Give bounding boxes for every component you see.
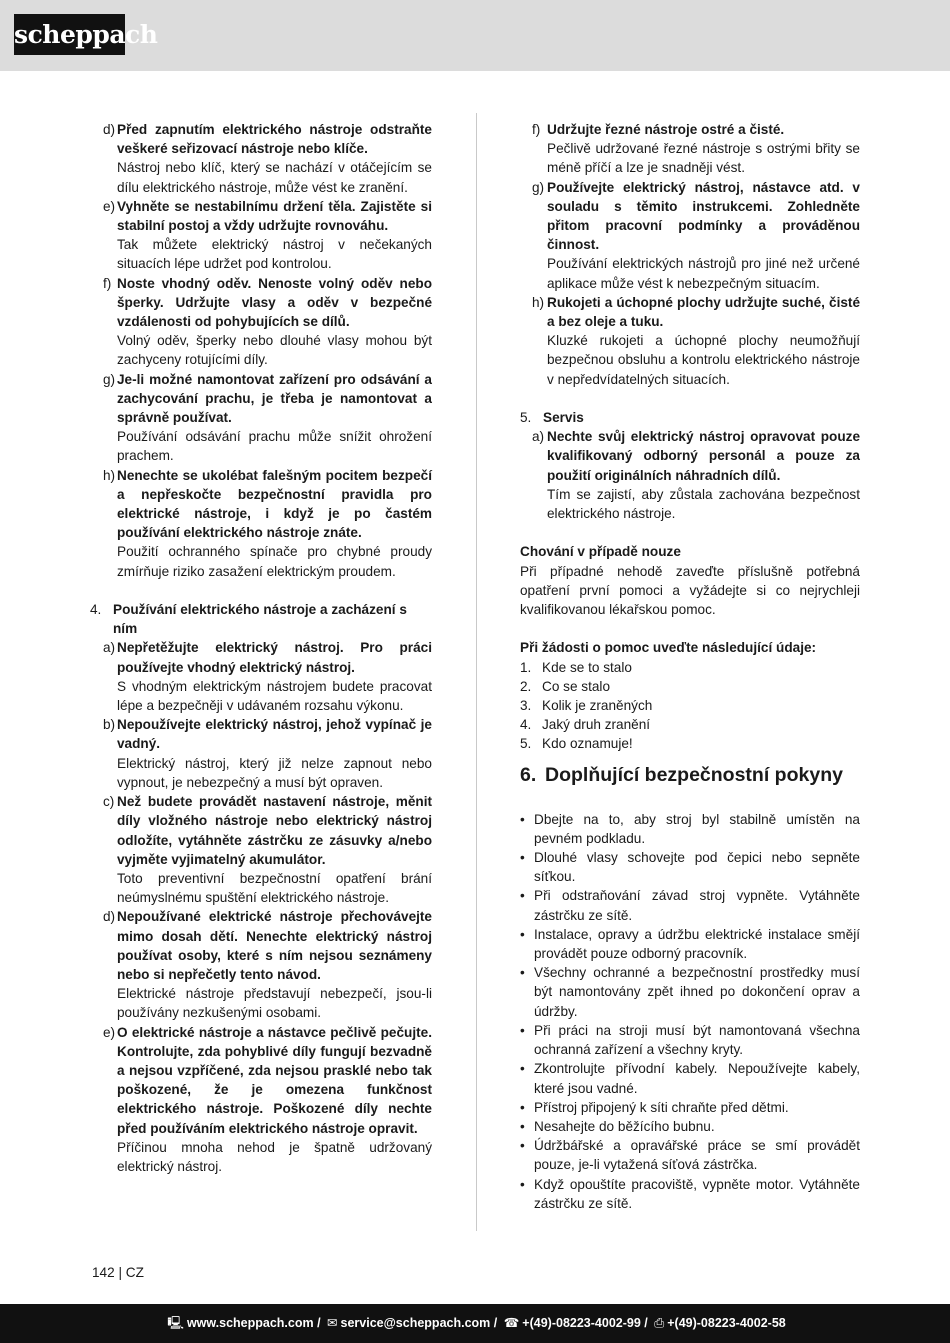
- item-heading: Nepoužívejte elektrický nástroj, jehož vypínač je vadný.: [117, 717, 432, 752]
- item-number: 4.: [520, 717, 532, 733]
- bullet-item: • Instalace, opravy a údržbu elektrické instalace smějí provádět pouze odborný pracovník.: [520, 926, 860, 962]
- bullet-text: Zkontrolujte přívodní kabely. Nepoužívejte kabely, které jsou vadné.: [534, 1061, 860, 1096]
- list-item: [90, 197, 432, 274]
- item-letter: g): [532, 179, 545, 195]
- emergency-title: Chování v případě nouze: [520, 544, 681, 560]
- section-4-heading: [90, 600, 432, 638]
- item-text: Tak můžete elektrický nástroj v nečekaných situacích lépe udržet pod kontrolou.: [117, 237, 432, 272]
- list-item: [90, 715, 432, 792]
- bullet-text: Nesahejte do běžícího bubnu.: [534, 1118, 715, 1134]
- section-number: 4.: [90, 602, 102, 618]
- item-heading: Vyhněte se nestabilnímu držení těla. Zajistěte si stabilní postoj a vždy udržujte rovnováhu.: [117, 198, 432, 234]
- item-text: Tím se zajistí, aby zůstala zachována bezpečnost elektrického nástroje.: [547, 486, 860, 522]
- item-letter: h): [103, 467, 116, 483]
- mail-icon: ✉: [327, 1316, 338, 1330]
- page-separator: |: [118, 1265, 122, 1280]
- item-number: 2.: [520, 678, 532, 694]
- page-num: 142: [92, 1265, 115, 1280]
- list-item: [520, 696, 860, 715]
- item-text: Elektrický nástroj, který již nelze zapnout nebo vypnout, je nebezpečný a musí být opraven.: [117, 755, 432, 790]
- item-letter: g): [103, 371, 116, 387]
- item-heading: O elektrické nástroje a nástavce pečlivě pečujte. Kontrolujte, zda pohyblivé díly fungují bezvadně a nejsou vzpříčené, zda nejsou prasklé nebo tak poškozené, že je omezena funkčnost elektrického nástroje. Poškozené díly nechte před používáním elektrického nástroje opravit.: [117, 1024, 432, 1136]
- item-text: Jaký druh zranění: [542, 717, 651, 733]
- section-5-heading: [520, 408, 860, 427]
- bullet-text: Přístroj připojený k síti chraňte před dětmi.: [534, 1099, 789, 1115]
- section-title: Servis: [543, 410, 584, 426]
- list-item: [90, 274, 432, 370]
- item-heading: Než budete provádět nastavení nástroje, měnit díly vložného nástroje nebo elektrický nástroj odložíte, vytáhněte zástrčku ze zásuvky a/nebo vyjměte vyjimatelný akumulátor.: [117, 794, 432, 867]
- bullet-item: • Údržbářské a opravářské práce se smí provádět pouze, je-li vytažená síťová zástrčka.: [520, 1138, 860, 1173]
- bullet-item: • Všechny ochranné a bezpečnostní prostředky musí být namontovány zpět ihned po dokončení oprav a údržby.: [520, 965, 860, 1019]
- web-icon: 🖳: [167, 1316, 184, 1330]
- item-number: 1.: [520, 659, 532, 675]
- page-lang: CZ: [125, 1265, 144, 1280]
- item-letter: d): [103, 122, 116, 137]
- item-letter: a): [532, 429, 545, 445]
- bullet-item: • Když opouštíte pracoviště, vypněte motor. Vytáhněte zástrčku ze sítě.: [520, 1176, 860, 1211]
- item-heading: Nenechte se ukolébat falešným pocitem bezpečí a nepřeskočte bezpečnostní pravidla pro elektrické nástroje, i když je po častém používání elektrického nástroje znáte.: [117, 467, 432, 541]
- list-item: [90, 792, 432, 907]
- emergency-text: Při případné nehodě zaveďte příslušně potřebná opatření první pomoci a vyžádejte si co nejrychleji kvalifikovanou lékařskou pomoc.: [520, 563, 860, 618]
- help-list: [520, 658, 860, 754]
- list-item: [90, 466, 432, 581]
- item-letter: e): [103, 1024, 116, 1040]
- bullet-item: • Při odstraňování závad stroj vypněte. Vytáhněte zástrčku ze sítě.: [520, 888, 860, 923]
- bullet-text: Dlouhé vlasy schovejte pod čepici nebo sepněte síťkou.: [534, 850, 860, 885]
- item-text: Příčinou mnoha nehod je špatně udržovaný elektrický nástroj.: [117, 1139, 432, 1174]
- item-text: Elektrické nástroje představují nebezpečí, jsou-li používány nezkušenými osobami.: [117, 986, 432, 1021]
- footer-fax: +(49)-08223-4002-58: [667, 1316, 786, 1330]
- item-text: Používání elektrických nástrojů pro jiné než určené aplikace může vést k nebezpečným situacím.: [547, 256, 860, 291]
- item-heading: Nepřetěžujte elektrický nástroj. Pro práci používejte vhodný elektrický nástroj.: [117, 640, 432, 675]
- item-letter: c): [103, 794, 115, 810]
- list-item: [520, 120, 860, 178]
- right-column: [520, 120, 860, 1213]
- list-item: [520, 677, 860, 696]
- fax-icon: ⎙: [654, 1316, 665, 1330]
- bullet-item: • Dbejte na to, aby stroj byl stabilně umístěn na pevném podkladu.: [520, 811, 860, 846]
- bullet-text: Když opouštíte pracoviště, vypněte motor. Vytáhněte zástrčku ze sítě.: [534, 1176, 860, 1211]
- footer-phone: +(49)-08223-4002-99 /: [522, 1316, 648, 1330]
- bullet-text: Při práci na stroji musí být namontovaná všechna ochranná zařízení a všechny kryty.: [534, 1022, 860, 1058]
- item-text: Toto preventivní bezpečnostní opatření brání neúmyslnému spuštění elektrického nástroje.: [117, 870, 432, 906]
- help-title: Při žádosti o pomoc uveďte následující údaje:: [520, 640, 817, 656]
- section-6-heading: [520, 762, 860, 788]
- item-heading: Nechte svůj elektrický nástroj opravovat pouze kvalifikovaný odborný personál a pouze za použití originálních náhradních dílů.: [547, 429, 860, 483]
- section-number: 6.: [520, 763, 537, 786]
- list-item: [90, 1023, 432, 1177]
- list-item: [90, 638, 432, 715]
- item-text: Nástroj nebo klíč, který se nachází v otáčejícím se dílu elektrického nástroje, může vést ke zranění.: [117, 160, 432, 195]
- left-column: [90, 120, 432, 1176]
- section-title: Používání elektrického nástroje a zacházení s ním: [113, 602, 407, 637]
- list-item: [520, 715, 860, 734]
- item-letter: b): [103, 717, 116, 733]
- item-heading: Nepoužívané elektrické nástroje přechovávejte mimo dosah dětí. Nenechte elektrický nástroj používat osoby, které s ním nejsou seznámeny nebo si nepřečetly tento návod.: [117, 909, 432, 982]
- item-heading: Noste vhodný oděv. Nenoste volný oděv nebo šperky. Udržujte vlasy a oděv v bezpečné vzdálenosti od pohybujících se dílů.: [117, 275, 432, 330]
- item-heading: Udržujte řezné nástroje ostré a čisté.: [547, 122, 785, 137]
- bullet-item: • Zkontrolujte přívodní kabely. Nepoužívejte kabely, které jsou vadné.: [520, 1061, 860, 1096]
- item-letter: e): [103, 198, 116, 214]
- item-text: Používání odsávání prachu může snížit ohrožení prachem.: [117, 429, 432, 464]
- footer-web[interactable]: www.scheppach.com /: [186, 1316, 321, 1330]
- page-footer: [0, 1304, 950, 1343]
- item-number: 3.: [520, 698, 532, 714]
- item-letter: h): [532, 294, 545, 310]
- item-heading: Před zapnutím elektrického nástroje odstraňte veškeré seřizovací nástroje nebo klíče.: [117, 122, 432, 157]
- item-heading: Rukojeti a úchopné plochy udržujte suché, čisté a bez oleje a tuku.: [547, 294, 860, 330]
- scheppach-logo: scheppach: [14, 14, 125, 55]
- item-letter: f): [103, 275, 112, 291]
- section-title: Doplňující bezpečnostní pokyny: [545, 763, 843, 786]
- list-item: [520, 658, 860, 677]
- bullet-text: Všechny ochranné a bezpečnostní prostředky musí být namontovány zpět ihned po dokončení oprav a údržby.: [534, 965, 860, 1019]
- page-number: [92, 1265, 144, 1280]
- item-text: Volný oděv, šperky nebo dlouhé vlasy mohou být zachyceny rotujícími díly.: [117, 333, 432, 368]
- bullet-item: • Přístroj připojený k síti chraňte před dětmi.: [520, 1099, 789, 1115]
- item-text: Pečlivě udržované řezné nástroje s ostrými břity se méně příčí a lze je snadněji vést.: [547, 141, 860, 176]
- list-item: [90, 120, 432, 197]
- item-letter: a): [103, 640, 116, 656]
- item-number: 5.: [520, 736, 532, 752]
- bullet-text: Instalace, opravy a údržbu elektrické instalace smějí provádět pouze odborný pracovník.: [534, 926, 860, 962]
- item-text: Použití ochranného spínače pro chybné proudy zmírňuje riziko zasažení elektrickým proudem.: [117, 544, 432, 579]
- item-letter: f): [532, 122, 541, 137]
- item-text: Kde se to stalo: [542, 659, 632, 675]
- item-text: Kolik je zraněných: [542, 698, 653, 714]
- bullet-text: Dbejte na to, aby stroj byl stabilně umístěn na pevném podkladu.: [534, 811, 860, 846]
- item-text: Co se stalo: [542, 678, 611, 694]
- list-item: [90, 907, 432, 1022]
- item-text: S vhodným elektrickým nástrojem budete pracovat lépe a bezpečněji v udávaném rozsahu výkonu.: [117, 678, 432, 714]
- bullet-text: Údržbářské a opravářské práce se smí provádět pouze, je-li vytažená síťová zástrčka.: [534, 1138, 860, 1173]
- phone-icon: ☎: [503, 1316, 520, 1330]
- list-item: [90, 370, 432, 466]
- page-header: [0, 0, 950, 71]
- list-item: [520, 427, 860, 523]
- list-item: [520, 734, 860, 753]
- list-item: [520, 178, 860, 293]
- list-item: [520, 293, 860, 389]
- column-divider: [476, 113, 477, 1231]
- item-text: Kluzké rukojeti a úchopné plochy neumožňují bezpečnou obsluhu a kontrolu elektrického nástroje v nepředvídatelných situacích.: [547, 333, 860, 387]
- section-number: 5.: [520, 410, 532, 426]
- bullet-item: • Nesahejte do běžícího bubnu.: [520, 1118, 715, 1134]
- bullet-text: Při odstraňování závad stroj vypněte. Vytáhněte zástrčku ze sítě.: [534, 888, 860, 923]
- item-heading: Je-li možné namontovat zařízení pro odsávání a zachycování prachu, je třeba je namontovat a správně používat.: [117, 371, 432, 426]
- item-text: Kdo oznamuje!: [542, 736, 633, 752]
- footer-mail[interactable]: service@scheppach.com /: [340, 1316, 498, 1330]
- bullet-item: • Při práci na stroji musí být namontovaná všechna ochranná zařízení a všechny kryty.: [520, 1022, 860, 1058]
- item-letter: d): [103, 909, 116, 925]
- bullet-item: • Dlouhé vlasy schovejte pod čepici nebo sepněte síťkou.: [520, 850, 860, 885]
- item-heading: Používejte elektrický nástroj, nástavce atd. v souladu s těmito instrukcemi. Zohledněte přitom pracovní podmínky a prováděnou činnost.: [547, 179, 860, 253]
